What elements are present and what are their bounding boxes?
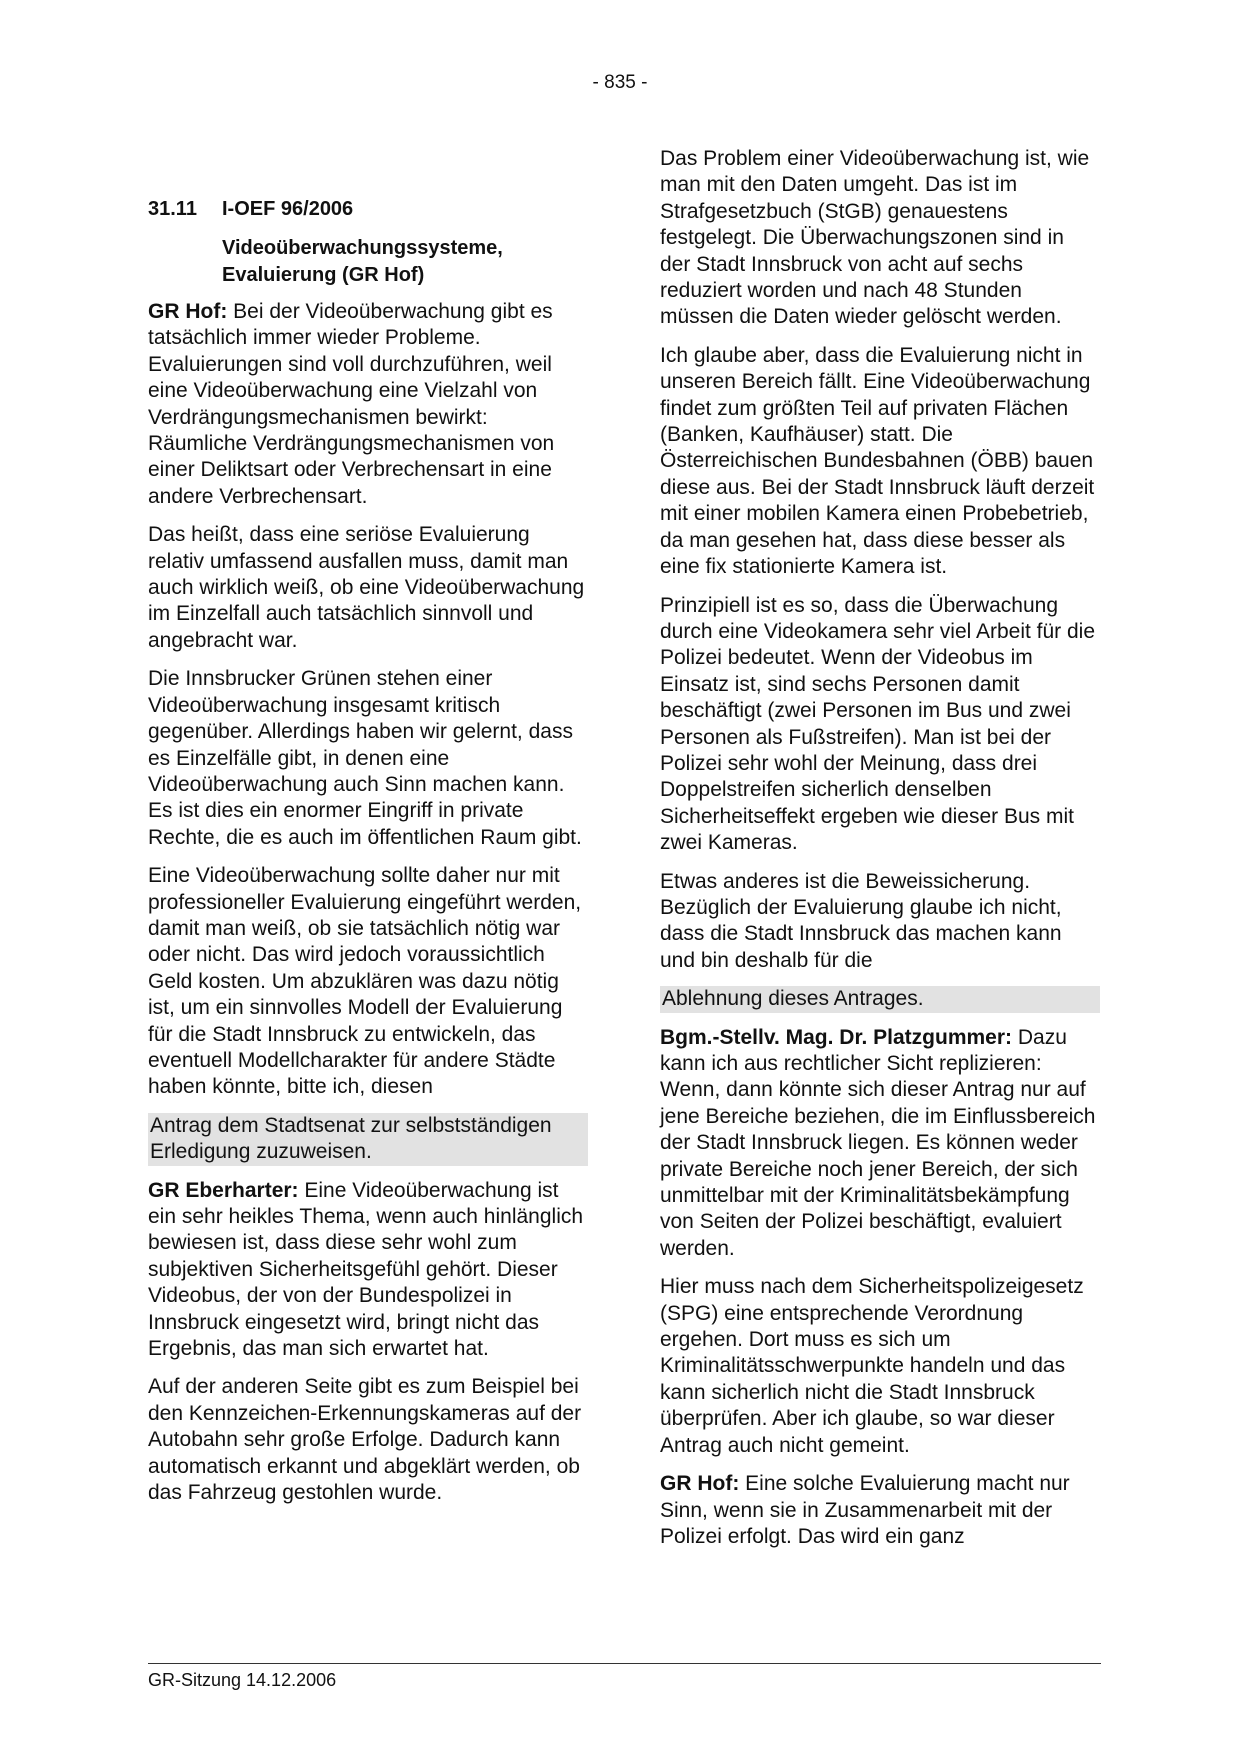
- paragraph: Das heißt, dass eine seriöse Evaluierung relativ umfassend ausfallen muss, damit man auch wirklich weiß, ob eine Videoüberwachung im Einzelfall auch tatsächlich sinnvoll und angebracht war.: [148, 523, 585, 652]
- speech-text: Eine solche Evaluierung macht nur Sinn, wenn sie in Zusammenarbeit mit der Polizei erfolgt. Das wird ein ganz: [660, 1472, 1070, 1548]
- paragraph: [660, 1471, 1100, 1550]
- section-title-line2: Evaluierung (GR Hof): [222, 264, 425, 286]
- speaker-name: GR Eberharter:: [148, 1178, 299, 1202]
- left-column: [148, 196, 588, 1518]
- paragraph: Etwas anderes ist die Beweissicherung. Bezüglich der Evaluierung glaube ich nicht, dass die Stadt Innsbruck das machen kann und bin deshalb für die: [660, 869, 1062, 972]
- paragraph: Hier muss nach dem Sicherheitspolizeigesetz (SPG) eine entsprechende Verordnung ergehen. Dort muss es sich um Kriminalitätsschwerpunkte handeln und das kann sicherlich nicht die Stadt Innsbruck überprüfen. Aber ich glaube, so war dieser Antrag auch nicht gemeint.: [660, 1275, 1084, 1457]
- paragraph: Die Innsbrucker Grünen stehen einer Videoüberwachung insgesamt kritisch gegenüber. Allerdings haben wir gelernt, dass es Einzelfälle gibt, in denen eine Videoüberwachung auch Sinn machen kann. Es ist dies ein enormer Eingriff in private Rechte, die es auch im öffentlichen Raum gibt.: [148, 667, 582, 849]
- paragraph: Eine Videoüberwachung sollte daher nur mit professioneller Evaluierung eingeführt werden, damit man weiß, ob sie tatsächlich nötig war oder nicht. Das wird jedoch voraussichtlich Geld kosten. Um abzuklären was dazu nötig ist, um ein sinnvolles Modell der Evaluierung für die Stadt Innsbruck zu entwickeln, das eventuell Modellcharakter für andere Städte haben könnte, bitte ich, diesen: [148, 864, 582, 1099]
- section-code: I-OEF 96/2006: [222, 198, 354, 220]
- paragraph: Das Problem einer Videoüberwachung ist, wie man mit den Daten umgeht. Das ist im Strafgesetzbuch (StGB) genauestens festgelegt. Die Überwachungszonen sind in der Stadt Innsbruck von acht auf sechs reduziert worden und nach 48 Stunden müssen die Daten wieder gelöscht werden.: [660, 147, 1090, 329]
- paragraph: [660, 1025, 1100, 1263]
- motion-highlight: Antrag dem Stadtsenat zur selbstständigen Erledigung zuzuweisen.: [148, 1113, 588, 1166]
- speaker-name: GR Hof:: [148, 300, 228, 323]
- paragraph: Ich glaube aber, dass die Evaluierung nicht in unseren Bereich fällt. Eine Videoüberwachung findet zum größten Teil auf privaten Flächen (Banken, Kaufhäuser) statt. Die Österreichischen Bundesbahnen (ÖBB) bauen diese aus. Bei der Stadt Innsbruck läuft derzeit mit einer mobilen Kamera einen Probebetrieb, da man gesehen hat, dass diese besser als eine fix stationierte Kamera ist.: [660, 343, 1095, 579]
- speaker-name: Bgm.-Stellv. Mag. Dr. Platzgummer:: [660, 1025, 1013, 1049]
- right-column: [660, 146, 1100, 1562]
- speaker-name: GR Hof:: [660, 1472, 740, 1496]
- speech-text: Bei der Videoüberwachung gibt es tatsächlich immer wieder Probleme. Evaluierungen sind voll durchzuführen, weil eine Videoüberwachung eine Vielzahl von Verdrängungsmechanismen bewirkt: Räumliche Verdrängungsmechanismen von einer Deliktsart oder Verbrechensart in eine andere Verbrechensart.: [148, 300, 555, 508]
- section-heading: [148, 196, 588, 223]
- page-number: - 835 -: [592, 72, 648, 93]
- paragraph: Prinzipiell ist es so, dass die Überwachung durch eine Videokamera sehr viel Arbeit für die Polizei bedeutet. Wenn der Videobus im Einsatz ist, sind sechs Personen damit beschäftigt (zwei Personen im Bus und zwei Personen als Fußstreifen). Man ist bei der Polizei sehr wohl der Meinung, dass drei Doppelstreifen sicherlich denselben Sicherheitseffekt ergeben wie dieser Bus mit zwei Kameras.: [660, 593, 1096, 855]
- motion-highlight: Ablehnung dieses Antrages.: [660, 986, 1100, 1012]
- speech-text: Dazu kann ich aus rechtlicher Sicht replizieren: Wenn, dann könnte sich dieser Antrag nur auf jene Bereiche beziehen, die im Einflussbereich der Stadt Innsbruck liegen. Es können weder private Bereiche noch jener Bereich, der sich unmittelbar mit der Kriminalitätsbekämpfung von Seiten der Polizei beschäftigt, evaluiert werden.: [660, 1025, 1096, 1260]
- speech-text: Eine Videoüberwachung ist ein sehr heikles Thema, wenn auch hinlänglich bewiesen ist, dass diese sehr wohl zum subjektiven Sicherheitsgefühl gehört. Dieser Videobus, der von der Bundespolizei in Innsbruck eingesetzt wird, bringt nicht das Ergebnis, das man sich erwartet hat.: [148, 1178, 584, 1361]
- footer-divider: [148, 1663, 1101, 1664]
- footer-text: GR-Sitzung 14.12.2006: [148, 1670, 337, 1690]
- paragraph: [148, 299, 588, 510]
- paragraph: Auf der anderen Seite gibt es zum Beispiel bei den Kennzeichen-Erkennungskameras auf der Autobahn sehr große Erfolge. Dadurch kann automatisch erkannt und abgeklärt werden, ob das Fahrzeug gestohlen wurde.: [148, 1375, 582, 1505]
- paragraph: [148, 1178, 588, 1363]
- section-title-line1: Videoüberwachungssysteme,: [222, 237, 503, 259]
- section-title: [222, 235, 588, 289]
- section-number: 31.11: [148, 198, 197, 220]
